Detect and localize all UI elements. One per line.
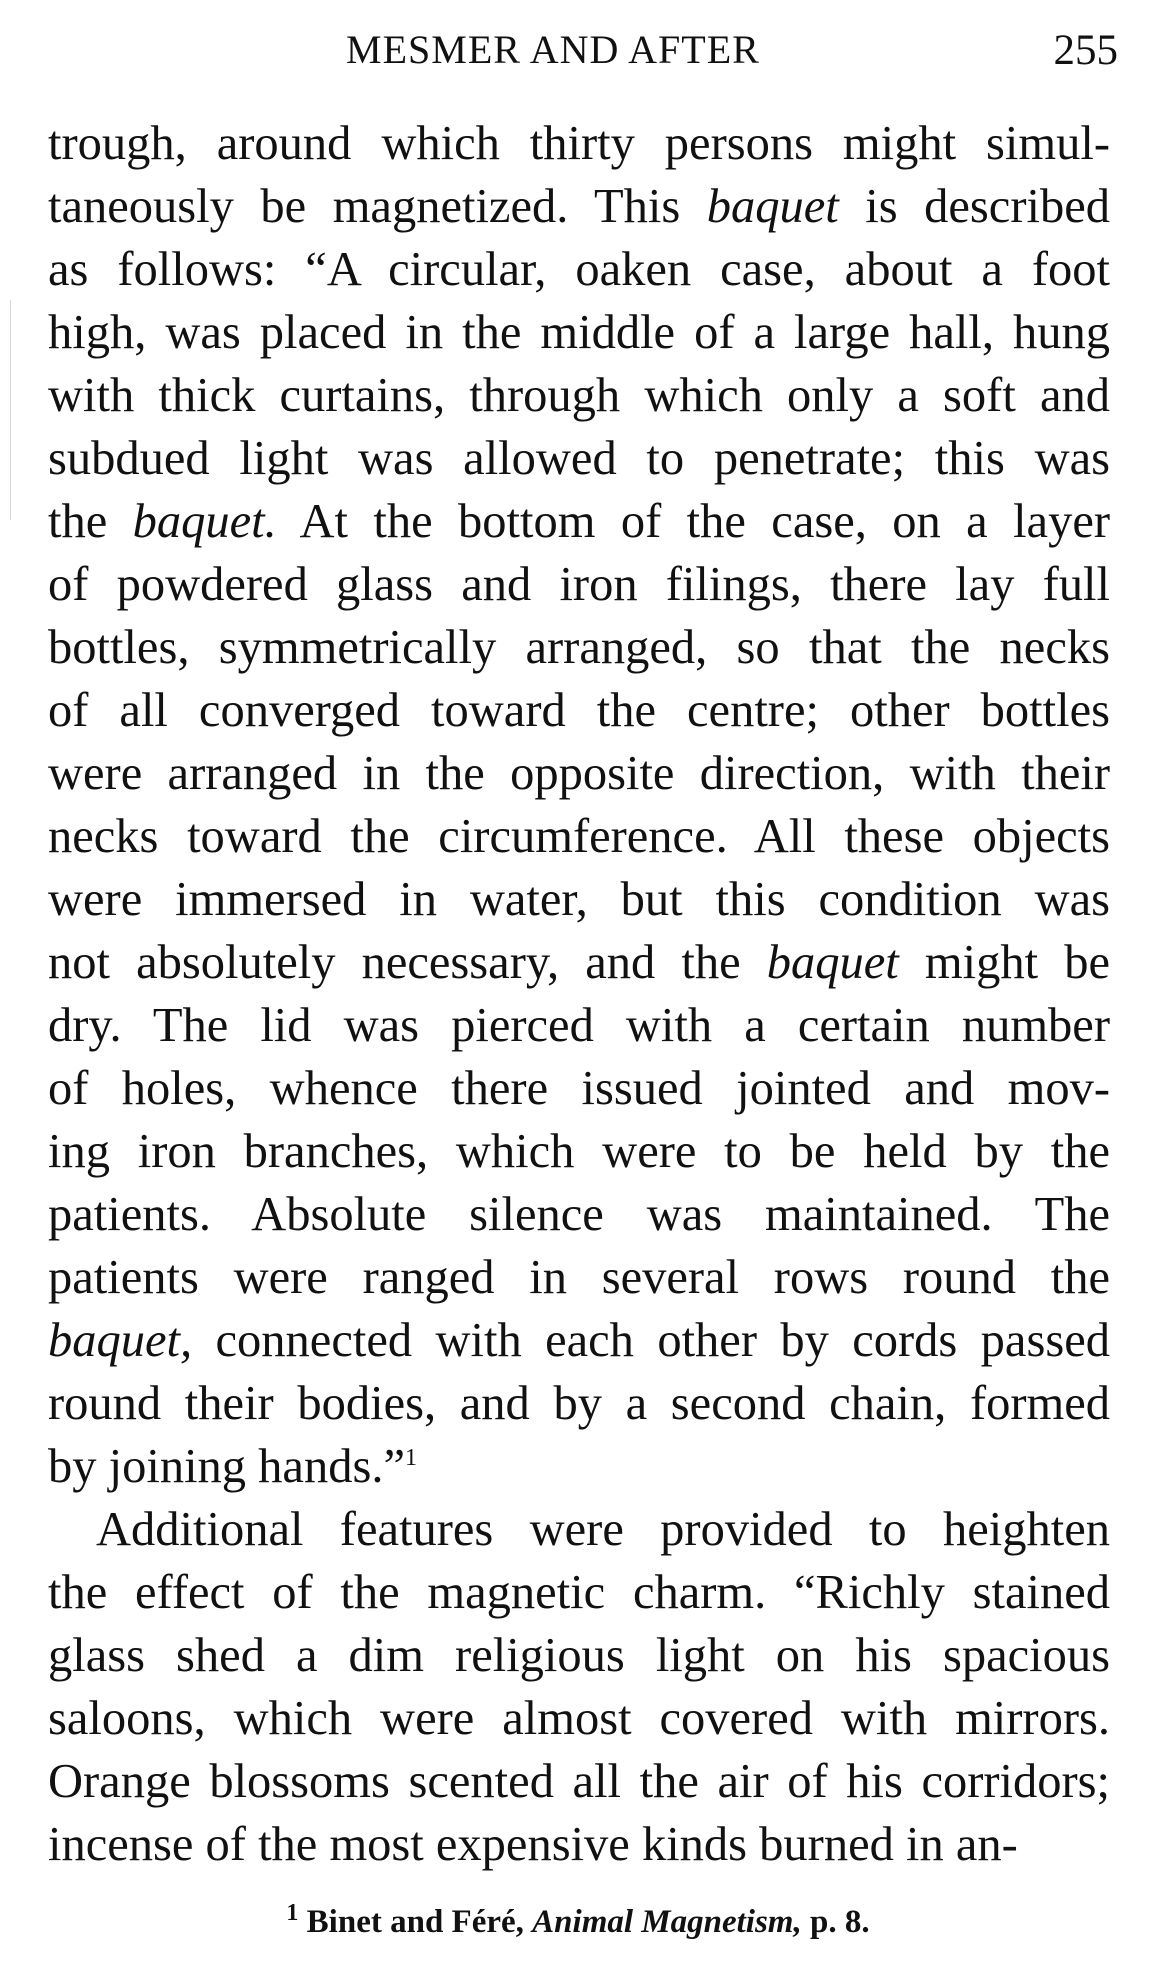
text-line bbox=[48, 1561, 1110, 1624]
text-line bbox=[48, 553, 1110, 616]
line-text: as follows: “A circular, oaken case, about a foot bbox=[48, 243, 1110, 296]
line-text: not absolutely necessary, and the bbox=[48, 936, 767, 989]
text-line bbox=[48, 1750, 1110, 1813]
text-line bbox=[48, 616, 1110, 679]
line-text: Orange blossoms scented all the air of his corridors; bbox=[48, 1755, 1110, 1808]
text-line bbox=[48, 1309, 1110, 1372]
scan-margin-mark bbox=[10, 300, 11, 520]
line-text: round their bodies, and by a second chain, formed bbox=[48, 1377, 1110, 1430]
page-number: 255 bbox=[1053, 27, 1118, 74]
footnote-book-title: Animal Magnetism, bbox=[532, 1904, 802, 1940]
line-text: of all converged toward the centre; other bottles bbox=[48, 684, 1110, 737]
footnote-authors: Binet and Féré, bbox=[298, 1904, 533, 1940]
running-title: MESMER AND AFTER bbox=[346, 27, 760, 72]
line-text: were arranged in the opposite direction, with their bbox=[48, 747, 1110, 800]
footnote-ref: 1 bbox=[404, 1444, 417, 1471]
text-line bbox=[48, 364, 1110, 427]
text-line bbox=[48, 1813, 1110, 1876]
text-line bbox=[48, 175, 1110, 238]
line-text: might be bbox=[898, 936, 1111, 989]
body-text bbox=[48, 112, 1110, 1876]
text-line bbox=[48, 1246, 1110, 1309]
line-text: incense of the most expensive kinds burned in an- bbox=[48, 1818, 1018, 1871]
text-line bbox=[48, 238, 1110, 301]
line-text: of powdered glass and iron filings, there lay full bbox=[48, 558, 1110, 611]
text-line bbox=[48, 1435, 1110, 1498]
line-text: is described bbox=[838, 180, 1110, 233]
text-line bbox=[48, 1057, 1110, 1120]
text-line bbox=[48, 1687, 1110, 1750]
italic-text: baquet bbox=[766, 936, 899, 989]
footnote-page-ref: p. 8. bbox=[801, 1904, 870, 1940]
line-text: with thick curtains, through which only a soft and bbox=[48, 369, 1110, 422]
text-line bbox=[48, 301, 1110, 364]
line-text: high, was placed in the middle of a large hall, hung bbox=[48, 306, 1110, 359]
text-line bbox=[48, 994, 1110, 1057]
line-text: were immersed in water, but this condition was bbox=[48, 873, 1110, 926]
text-line bbox=[48, 868, 1110, 931]
line-text: At the bottom of the case, on a layer bbox=[276, 495, 1110, 548]
line-text: glass shed a dim religious light on his spacious bbox=[48, 1629, 1110, 1682]
text-line bbox=[48, 931, 1110, 994]
line-text: necks toward the circumference. All these objects bbox=[48, 810, 1110, 863]
text-line bbox=[48, 490, 1110, 553]
italic-text: baquet. bbox=[132, 495, 277, 548]
line-text: trough, around which thirty persons might simul- bbox=[48, 117, 1110, 170]
text-line bbox=[48, 1498, 1110, 1561]
line-text: subdued light was allowed to penetrate; this was bbox=[48, 432, 1110, 485]
italic-text: baquet bbox=[706, 180, 839, 233]
line-text: taneously be magnetized. This bbox=[48, 180, 707, 233]
line-text: the bbox=[48, 495, 133, 548]
footnote-marker: 1 bbox=[286, 1900, 299, 1926]
footnote bbox=[0, 1900, 1156, 1941]
line-text: by joining hands.” bbox=[48, 1440, 405, 1493]
text-line bbox=[48, 1120, 1110, 1183]
line-text: bottles, symmetrically arranged, so that the necks bbox=[48, 621, 1110, 674]
text-line bbox=[48, 1624, 1110, 1687]
text-line bbox=[48, 805, 1110, 868]
line-text: ing iron branches, which were to be held by the bbox=[48, 1125, 1110, 1178]
text-line bbox=[48, 742, 1110, 805]
text-line bbox=[48, 679, 1110, 742]
text-line bbox=[48, 1372, 1110, 1435]
line-text: connected with each other by cords passed bbox=[192, 1314, 1110, 1367]
line-text: patients. Absolute silence was maintained. The bbox=[48, 1188, 1110, 1241]
line-text: of holes, whence there issued jointed and mov- bbox=[48, 1062, 1110, 1115]
text-line bbox=[48, 427, 1110, 490]
text-line bbox=[48, 1183, 1110, 1246]
line-text: Additional features were provided to heighten bbox=[96, 1503, 1110, 1556]
line-text: saloons, which were almost covered with mirrors. bbox=[48, 1692, 1110, 1745]
text-line bbox=[48, 112, 1110, 175]
line-text: the effect of the magnetic charm. “Richly stained bbox=[48, 1566, 1110, 1619]
italic-text: baquet, bbox=[48, 1314, 193, 1367]
running-header bbox=[48, 26, 1118, 76]
line-text: patients were ranged in several rows round the bbox=[48, 1251, 1110, 1304]
line-text: dry. The lid was pierced with a certain number bbox=[48, 999, 1110, 1052]
